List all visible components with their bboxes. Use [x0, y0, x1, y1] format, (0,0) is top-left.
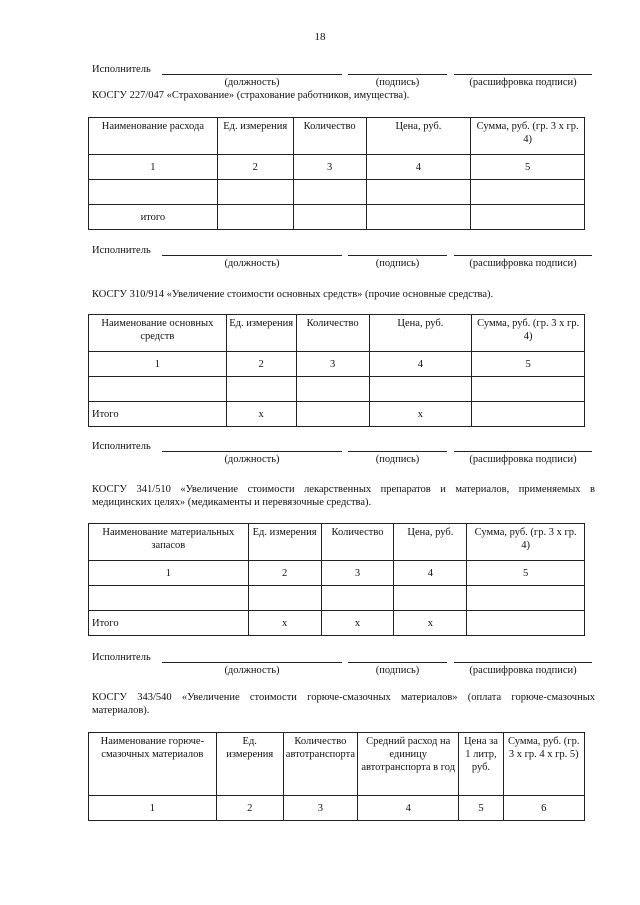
table-header-row [89, 733, 585, 796]
section2-table [88, 314, 585, 427]
total-label: итого [89, 205, 218, 230]
decode-caption: (расшифровка подписи) [469, 258, 577, 269]
header-cell: Цена за 1 литр, руб. [459, 733, 503, 796]
sign-caption: (подпись) [375, 665, 420, 676]
table-number-row [89, 796, 585, 821]
position-caption: (должность) [224, 665, 280, 676]
sign-caption: (подпись) [375, 454, 420, 465]
table-header-row [89, 524, 585, 561]
total-cell: х [394, 611, 467, 636]
sign-caption: (подпись) [375, 258, 420, 269]
total-cell: х [321, 611, 394, 636]
header-cell: Сумма, руб. (гр. 3 х гр. 4) [471, 118, 585, 155]
number-cell: 2 [217, 155, 293, 180]
signature-label: Исполнитель [92, 245, 151, 256]
table-header-row [89, 118, 585, 155]
number-cell: 2 [226, 352, 296, 377]
signature-label: Исполнитель [92, 441, 151, 452]
section1-table [88, 117, 585, 230]
position-caption: (должность) [224, 454, 280, 465]
signature-label: Исполнитель [92, 64, 151, 75]
header-cell: Цена, руб. [369, 315, 472, 352]
total-cell: х [369, 402, 472, 427]
total-label: Итого [89, 611, 249, 636]
number-cell: 5 [467, 561, 585, 586]
number-cell: 3 [321, 561, 394, 586]
section2-heading: КОСГУ 310/914 «Увеличение стоимости основных средств» (прочие основные средства). [92, 289, 494, 300]
sign-caption: (подпись) [375, 77, 420, 88]
header-cell: Сумма, руб. (гр. 3 х гр. 4 х гр. 5) [503, 733, 585, 796]
header-cell: Ед. измерения [216, 733, 283, 796]
number-cell: 3 [293, 155, 366, 180]
header-cell: Количество [293, 118, 366, 155]
header-cell: Наименование материальных запасов [89, 524, 249, 561]
section4-heading: КОСГУ 343/540 «Увеличение стоимости горюче-смазочных материалов» (оплата горюче-смазочных материалов). [92, 692, 595, 716]
number-cell: 2 [216, 796, 283, 821]
total-cell [467, 611, 585, 636]
header-cell: Цена, руб. [394, 524, 467, 561]
position-caption: (должность) [224, 77, 280, 88]
number-cell: 3 [296, 352, 369, 377]
header-cell: Наименование горюче-смазочных материалов [89, 733, 217, 796]
decode-caption: (расшифровка подписи) [469, 665, 577, 676]
total-label: Итого [89, 402, 227, 427]
section3-heading: КОСГУ 341/510 «Увеличение стоимости лекарственных препаратов и материалов, применяемых в медицинских целях» (медикаменты и перевязочные средства). [92, 484, 595, 508]
decode-caption: (расшифровка подписи) [469, 77, 577, 88]
header-cell: Ед. измерения [217, 118, 293, 155]
signature-label: Исполнитель [92, 652, 151, 663]
number-cell: 6 [503, 796, 585, 821]
table-number-row [89, 561, 585, 586]
signature-block [92, 440, 592, 466]
section3-table [88, 523, 585, 636]
decode-caption: (расшифровка подписи) [469, 454, 577, 465]
number-cell: 5 [472, 352, 585, 377]
number-cell: 1 [89, 796, 217, 821]
header-cell: Наименование основных средств [89, 315, 227, 352]
number-cell: 1 [89, 561, 249, 586]
total-cell [296, 402, 369, 427]
number-cell: 1 [89, 352, 227, 377]
header-cell: Средний расход на единицу автотранспорта в год [357, 733, 458, 796]
header-cell: Сумма, руб. (гр. 3 х гр. 4) [472, 315, 585, 352]
table-total-row [89, 205, 585, 230]
table-number-row [89, 155, 585, 180]
total-cell: х [248, 611, 321, 636]
sign-line [348, 74, 447, 75]
table-total-row [89, 611, 585, 636]
number-cell: 4 [394, 561, 467, 586]
signature-block [92, 651, 592, 677]
header-cell: Ед. измерения [226, 315, 296, 352]
number-cell: 5 [471, 155, 585, 180]
header-cell: Количество автотранспорта [283, 733, 357, 796]
header-cell: Цена, руб. [366, 118, 471, 155]
page-number: 18 [314, 31, 326, 43]
table-row [89, 586, 585, 611]
header-cell: Количество [321, 524, 394, 561]
table-row [89, 180, 585, 205]
signature-block [92, 244, 592, 270]
number-cell: 4 [366, 155, 471, 180]
position-caption: (должность) [224, 258, 280, 269]
header-cell: Сумма, руб. (гр. 3 х гр. 4) [467, 524, 585, 561]
number-cell: 4 [369, 352, 472, 377]
number-cell: 4 [357, 796, 458, 821]
number-cell: 3 [283, 796, 357, 821]
position-line [162, 74, 342, 75]
table-header-row [89, 315, 585, 352]
decode-line [454, 74, 592, 75]
header-cell: Наименование расхода [89, 118, 218, 155]
number-cell: 5 [459, 796, 503, 821]
header-cell: Количество [296, 315, 369, 352]
number-cell: 2 [248, 561, 321, 586]
section1-heading: КОСГУ 227/047 «Страхование» (страхование работников, имущества). [92, 90, 410, 101]
number-cell: 1 [89, 155, 218, 180]
table-row [89, 377, 585, 402]
table-number-row [89, 352, 585, 377]
header-cell: Ед. измерения [248, 524, 321, 561]
signature-block [92, 63, 592, 89]
table-total-row [89, 402, 585, 427]
section4-table [88, 732, 585, 821]
total-cell [472, 402, 585, 427]
total-cell: х [226, 402, 296, 427]
